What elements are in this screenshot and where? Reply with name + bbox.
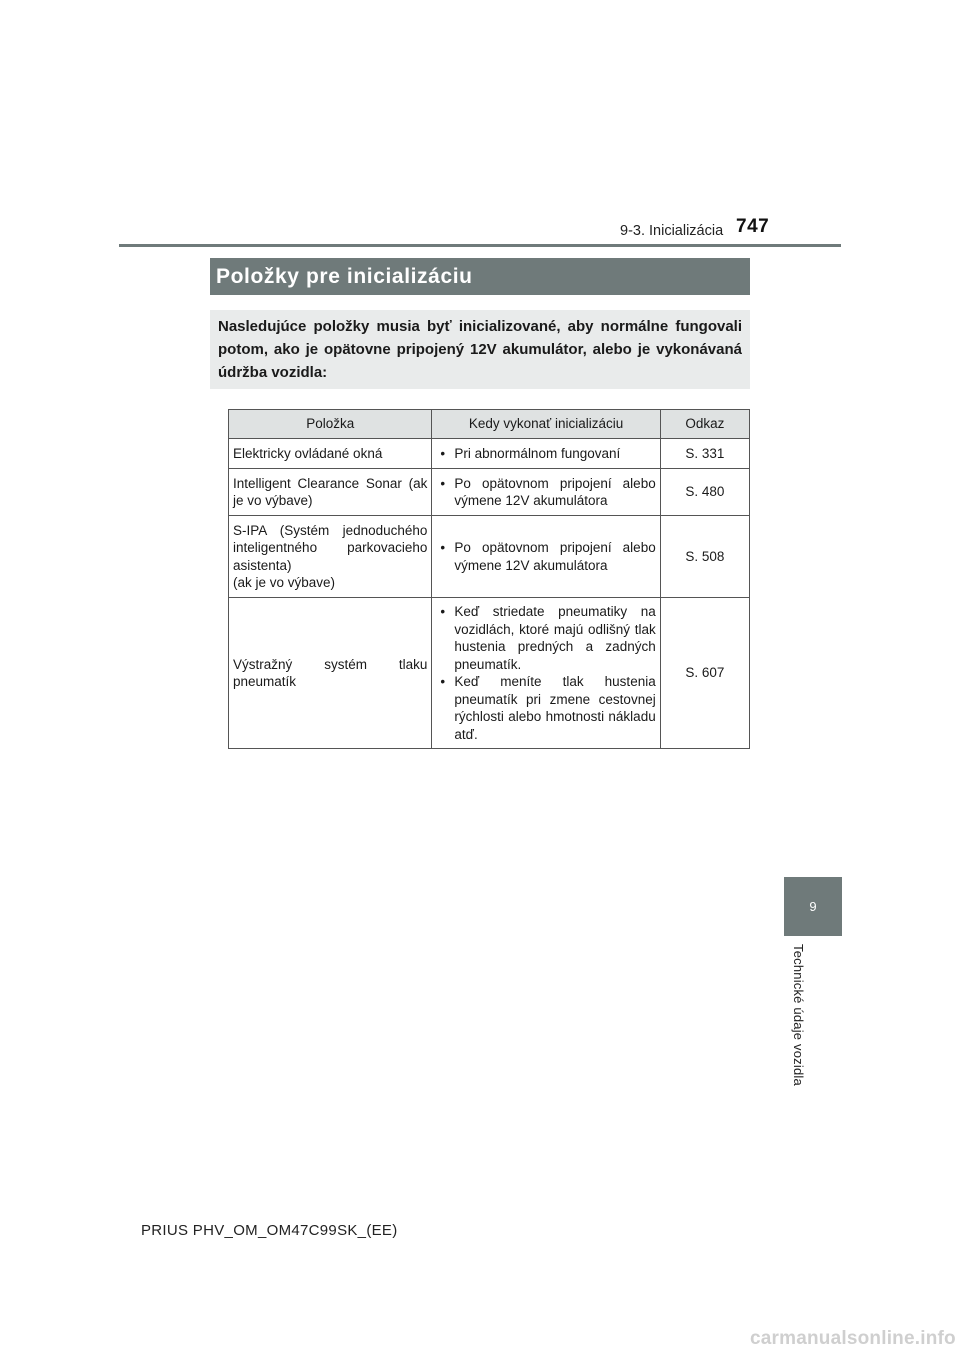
when-text: Po opätovnom pripojení alebo výmene 12V akumulátora (454, 540, 656, 573)
column-header-reference: Odkaz (660, 410, 749, 439)
chapter-label: Technické údaje vozidla (791, 944, 806, 1086)
bullet-icon: • (440, 674, 446, 689)
table-row (229, 598, 750, 749)
list-item (436, 539, 655, 574)
list-item (436, 603, 655, 673)
item-name: S-IPA (Systém jednoduchého inteligentného parkovacieho asistenta) (233, 522, 428, 573)
item-name: Elektricky ovládané okná (229, 439, 432, 469)
bullet-icon: • (440, 475, 446, 491)
watermark: carmanualsonline.info (750, 1328, 956, 1349)
bullet-icon: • (440, 540, 446, 555)
intro-text: Nasledujúce položky musia byť inicializované, aby normálne fungovali potom, ako je opätovne pripojený 12V akumulátor, alebo je vykonávaná údržba vozidla: (218, 318, 742, 381)
column-header-when: Kedy vykonať inicializáciu (432, 410, 660, 439)
chapter-tab (784, 877, 842, 936)
section-title: 9-3. Inicializácia (620, 223, 724, 239)
table-row (229, 469, 750, 516)
when-text: Keď meníte tlak hustenia pneumatík pri zmene cestovnej rýchlosti alebo hmotnosti nákladu atď. (454, 674, 656, 742)
item-name: Intelligent Clearance Sonar (ak je vo výbave) (229, 469, 432, 516)
list-item (436, 475, 655, 510)
when-text: Po opätovnom pripojení alebo výmene 12V akumulátora (454, 475, 656, 508)
page-reference: S. 331 (660, 439, 749, 469)
chapter-number: 9 (809, 899, 817, 914)
when-cell (432, 439, 660, 469)
when-text: Keď striedate pneumatiky na vozidlách, ktoré majú odlišný tlak hustenia predných a zadných pneumatík. (454, 604, 656, 672)
document-code: PRIUS PHV_OM_OM47C99SK_(EE) (141, 1222, 398, 1239)
page-reference: S. 480 (660, 469, 749, 516)
initialization-table (228, 409, 750, 749)
when-text: Pri abnormálnom fungovaní (454, 445, 621, 461)
page-heading: Položky pre inicializáciu (216, 264, 473, 288)
item-note: (ak je vo výbave) (233, 575, 336, 590)
item-name: Výstražný systém tlaku pneumatík (229, 598, 432, 749)
bullet-icon: • (440, 604, 446, 619)
table-row (229, 516, 750, 598)
header-divider (119, 244, 841, 247)
when-cell (432, 598, 660, 749)
when-cell (432, 469, 660, 516)
page-reference: S. 508 (660, 516, 749, 598)
column-header-item: Položka (229, 410, 432, 439)
bullet-icon: • (440, 445, 446, 461)
list-item (436, 673, 655, 743)
item-cell (229, 516, 432, 598)
heading-bar (210, 258, 750, 295)
page-number: 747 (736, 216, 770, 237)
intro-box (210, 310, 750, 389)
page-reference: S. 607 (660, 598, 749, 749)
table-header-row (229, 410, 750, 439)
list-item (436, 445, 655, 463)
when-cell (432, 516, 660, 598)
table-row (229, 439, 750, 469)
